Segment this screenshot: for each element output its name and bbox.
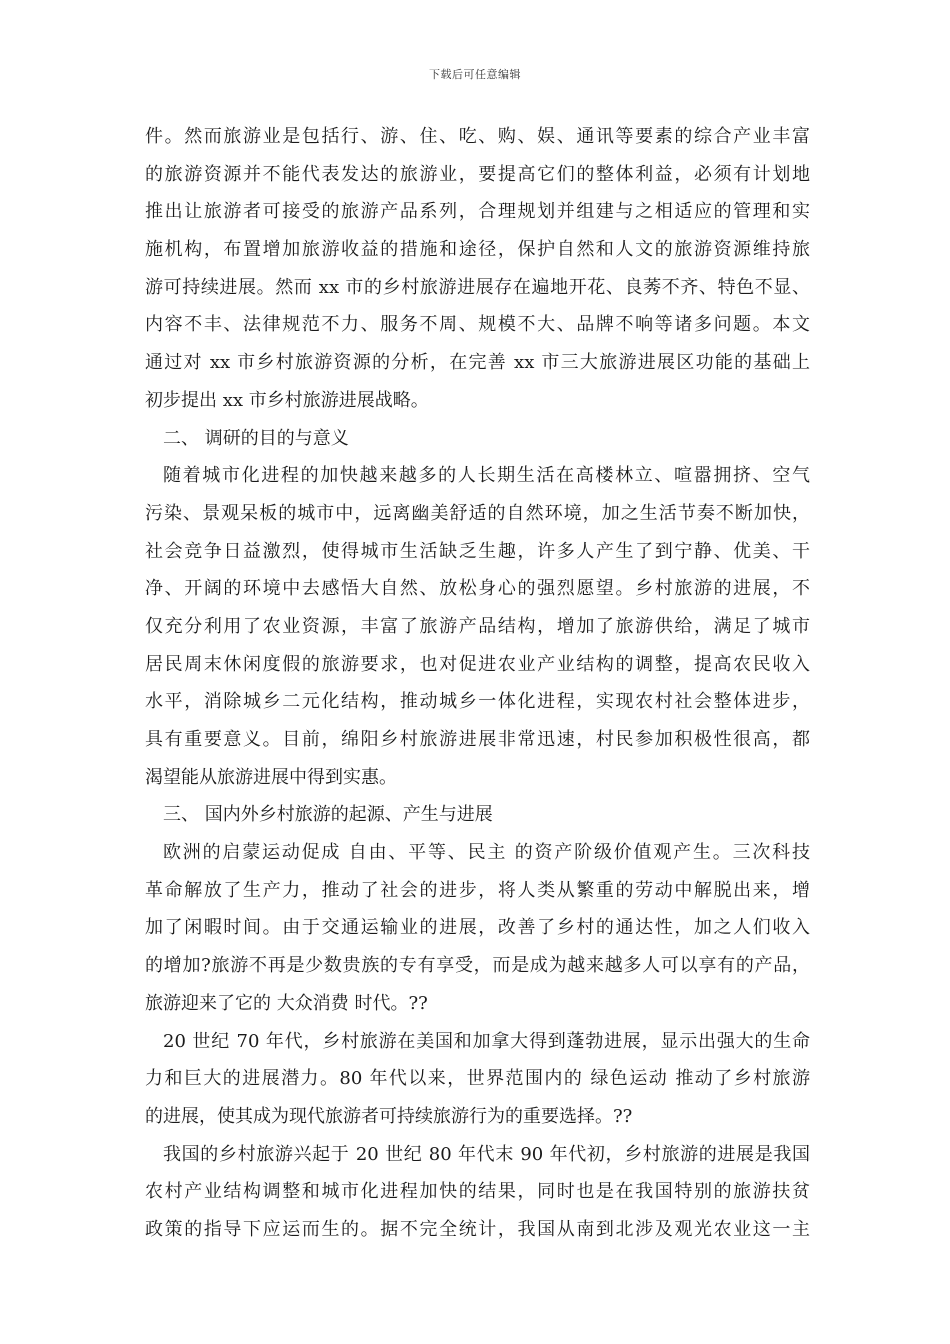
text-line: 件。然而旅游业是包括行、游、住、吃、购、娱、通讯等要素的综合产业丰富 — [145, 126, 810, 147]
text-line: 具有重要意义。目前，绵阳乡村旅游进展非常迅速，村民参加积极性很高，都 — [145, 729, 810, 750]
text-line: 社会竞争日益激烈，使得城市生活缺乏生趣，许多人产生了到宁静、优美、干 — [145, 540, 810, 562]
text-line: 加了闲暇时间。由于交通运输业的进展，改善了乡村的通达性，加之人们收入 — [145, 917, 810, 939]
section-heading: 二、 调研的目的与意义 — [163, 427, 349, 449]
text-line: 内容不丰、法律规范不力、服务不周、规模不大、品牌不响等诸多问题。本文 — [145, 314, 810, 336]
section-heading: 三、 国内外乡村旅游的起源、产生与进展 — [163, 804, 493, 826]
text-line: 污染、景观呆板的城市中，远离幽美舒适的自然环境，加之生活节奏不断加快， — [145, 502, 810, 524]
text-line: 推出让旅游者可接受的旅游产品系列，合理规划并组建与之相适应的管理和实 — [145, 201, 810, 223]
text-line: 20 世纪 70 年代，乡村旅游在美国和加拿大得到蓬勃进展，显示出强大的生命 — [163, 1030, 810, 1052]
text-line: 游可持续进展。然而 xx 市的乡村旅游进展存在遍地开花、良莠不齐、特色不显、 — [145, 276, 810, 298]
text-line: 居民周末休闲度假的旅游要求，也对促进农业产业结构的调整，提高农民收入 — [145, 653, 810, 675]
text-line: 革命解放了生产力，推动了社会的进步，将人类从繁重的劳动中解脱出来，增 — [145, 879, 810, 901]
text-line: 的进展，使其成为现代旅游者可持续旅游行为的重要选择。?? — [145, 1105, 633, 1127]
text-line: 的旅游资源并不能代表发达的旅游业，要提高它们的整体利益，必须有计划地 — [145, 163, 810, 185]
text-line: 初步提出 xx 市乡村旅游进展战略。 — [145, 389, 429, 411]
text-line: 农村产业结构调整和城市化进程加快的结果，同时也是在我国特别的旅游扶贫 — [145, 1181, 810, 1203]
text-line: 的增加?旅游不再是少数贵族的专有享受，而是成为越来越多人可以享有的产品， — [145, 955, 810, 977]
text-line: 政策的指导下应运而生的。据不完全统计，我国从南到北涉及观光农业这一主 — [145, 1218, 810, 1240]
document-body — [145, 118, 810, 1249]
text-line: 仅充分利用了农业资源，丰富了旅游产品结构，增加了旅游供给，满足了城市 — [145, 615, 810, 637]
text-line: 通过对 xx 市乡村旅游资源的分析，在完善 xx 市三大旅游进展区功能的基础上 — [145, 352, 810, 374]
page-header: 下载后可任意编辑 — [429, 68, 521, 81]
text-line: 随着城市化进程的加快越来越多的人长期生活在高楼林立、喧嚣拥挤、空气 — [163, 465, 810, 487]
text-line: 我国的乡村旅游兴起于 20 世纪 80 年代末 90 年代初，乡村旅游的进展是我国 — [163, 1143, 810, 1165]
text-line: 施机构，布置增加旅游收益的措施和途径，保护自然和人文的旅游资源维持旅 — [145, 239, 810, 261]
text-line: 欧洲的启蒙运动促成 自由、平等、民主 的资产阶级价值观产生。三次科技 — [163, 842, 810, 864]
text-line: 水平，消除城乡二元化结构，推动城乡一体化进程，实现农村社会整体进步， — [145, 691, 810, 713]
text-line: 旅游迎来了它的 大众消费 时代。?? — [145, 992, 428, 1014]
text-line: 净、开阔的环境中去感悟大自然、放松身心的强烈愿望。乡村旅游的进展，不 — [145, 578, 810, 600]
text-line: 渴望能从旅游进展中得到实惠。 — [145, 766, 397, 788]
text-line: 力和巨大的进展潜力。80 年代以来，世界范围内的 绿色运动 推动了乡村旅游 — [145, 1068, 810, 1090]
